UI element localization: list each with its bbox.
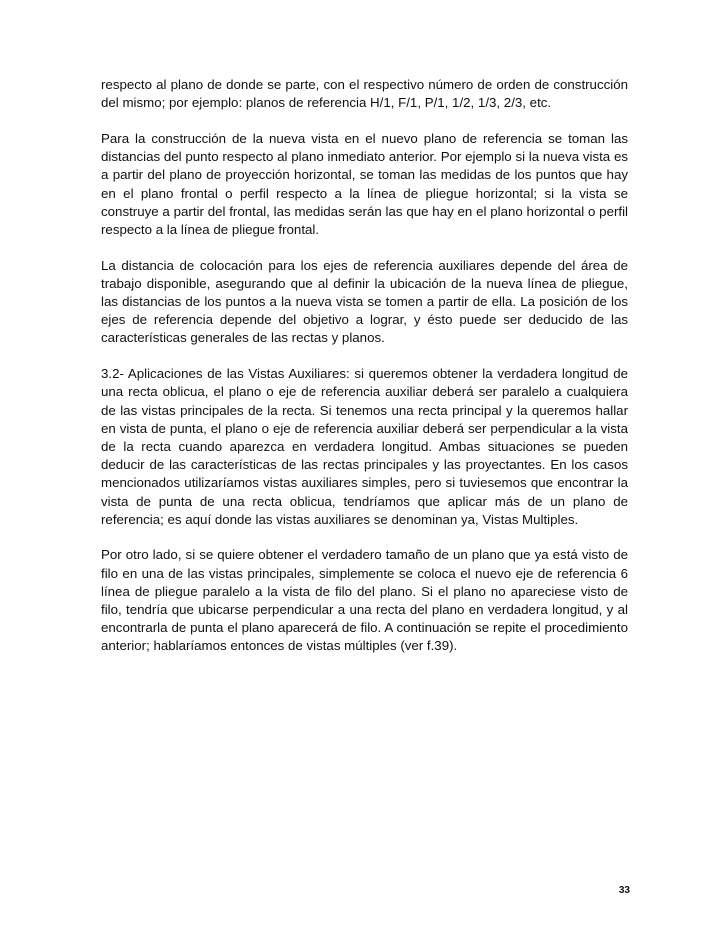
- paragraph-4: 3.2- Aplicaciones de las Vistas Auxiliares: si queremos obtener la verdadera longitud de una recta oblicua, el plano o eje de referencia auxiliar deberá ser paralelo a cualquiera de las vistas principales de la recta. Si tenemos una recta principal y la queremos hallar en vista de punta, el plano o eje de referencia auxiliar deberá ser perpendicular a la vista de la recta cuando aparezca en verdadera longitud. Ambas situaciones se pueden deducir de las características de las rectas principales y las proyectantes. En los casos mencionados utilizaríamos vistas auxiliares simples, pero si tuviesemos que encontrar la vista de punta de una recta oblicua, tendríamos que aplicar más de un plano de referencia; es aquí donde las vistas auxiliares se denominan ya, Vistas Multiples.: [101, 366, 628, 527]
- paragraph-2: Para la construcción de la nueva vista en el nuevo plano de referencia se toman las distancias del punto respecto al plano inmediato anterior. Por ejemplo si la nueva vista es a partir del plano de proyección horizontal, se toman las medidas de los puntos que hay en el plano frontal o perfil respecto a la línea de pliegue horizontal; si la vista se construye a partir del frontal, las medidas serán las que hay en el plano horizontal o perfil respecto a la línea de pliegue frontal.: [101, 130, 628, 237]
- paragraph-5: Por otro lado, si se quiere obtener el verdadero tamaño de un plano que ya está visto de filo en una de las vistas principales, simplemente se coloca el nuevo eje de referencia 6 línea de pliegue paralelo a la vista de filo del plano. Si el plano no apareciese visto de filo, tendría que ubicarse perpendicular a una recta del plano en verdadera longitud, y al encontrarla de punta el plano aparecerá de filo. A continuación se repite el procedimiento anterior; hablaríamos entonces de vistas múltiples (ver f.39).: [101, 547, 628, 654]
- paragraph-1: respecto al plano de donde se parte, con el respectivo número de orden de construcción del mismo; por ejemplo: planos de referencia H/1, F/1, P/1, 1/2, 1/3, 2/3, etc.: [101, 77, 628, 111]
- body-text: [101, 76, 628, 673]
- page-number: 33: [618, 885, 630, 896]
- paragraph-3: La distancia de colocación para los ejes de referencia auxiliares depende del área de trabajo disponible, asegurando que al definir la ubicación de la nueva línea de pliegue, las distancias de los puntos a la nueva vista se tomen a partir de ella. La posición de los ejes de referencia depende del objetivo a lograr, y ésto puede ser deducido de las características generales de las rectas y planos.: [101, 257, 628, 346]
